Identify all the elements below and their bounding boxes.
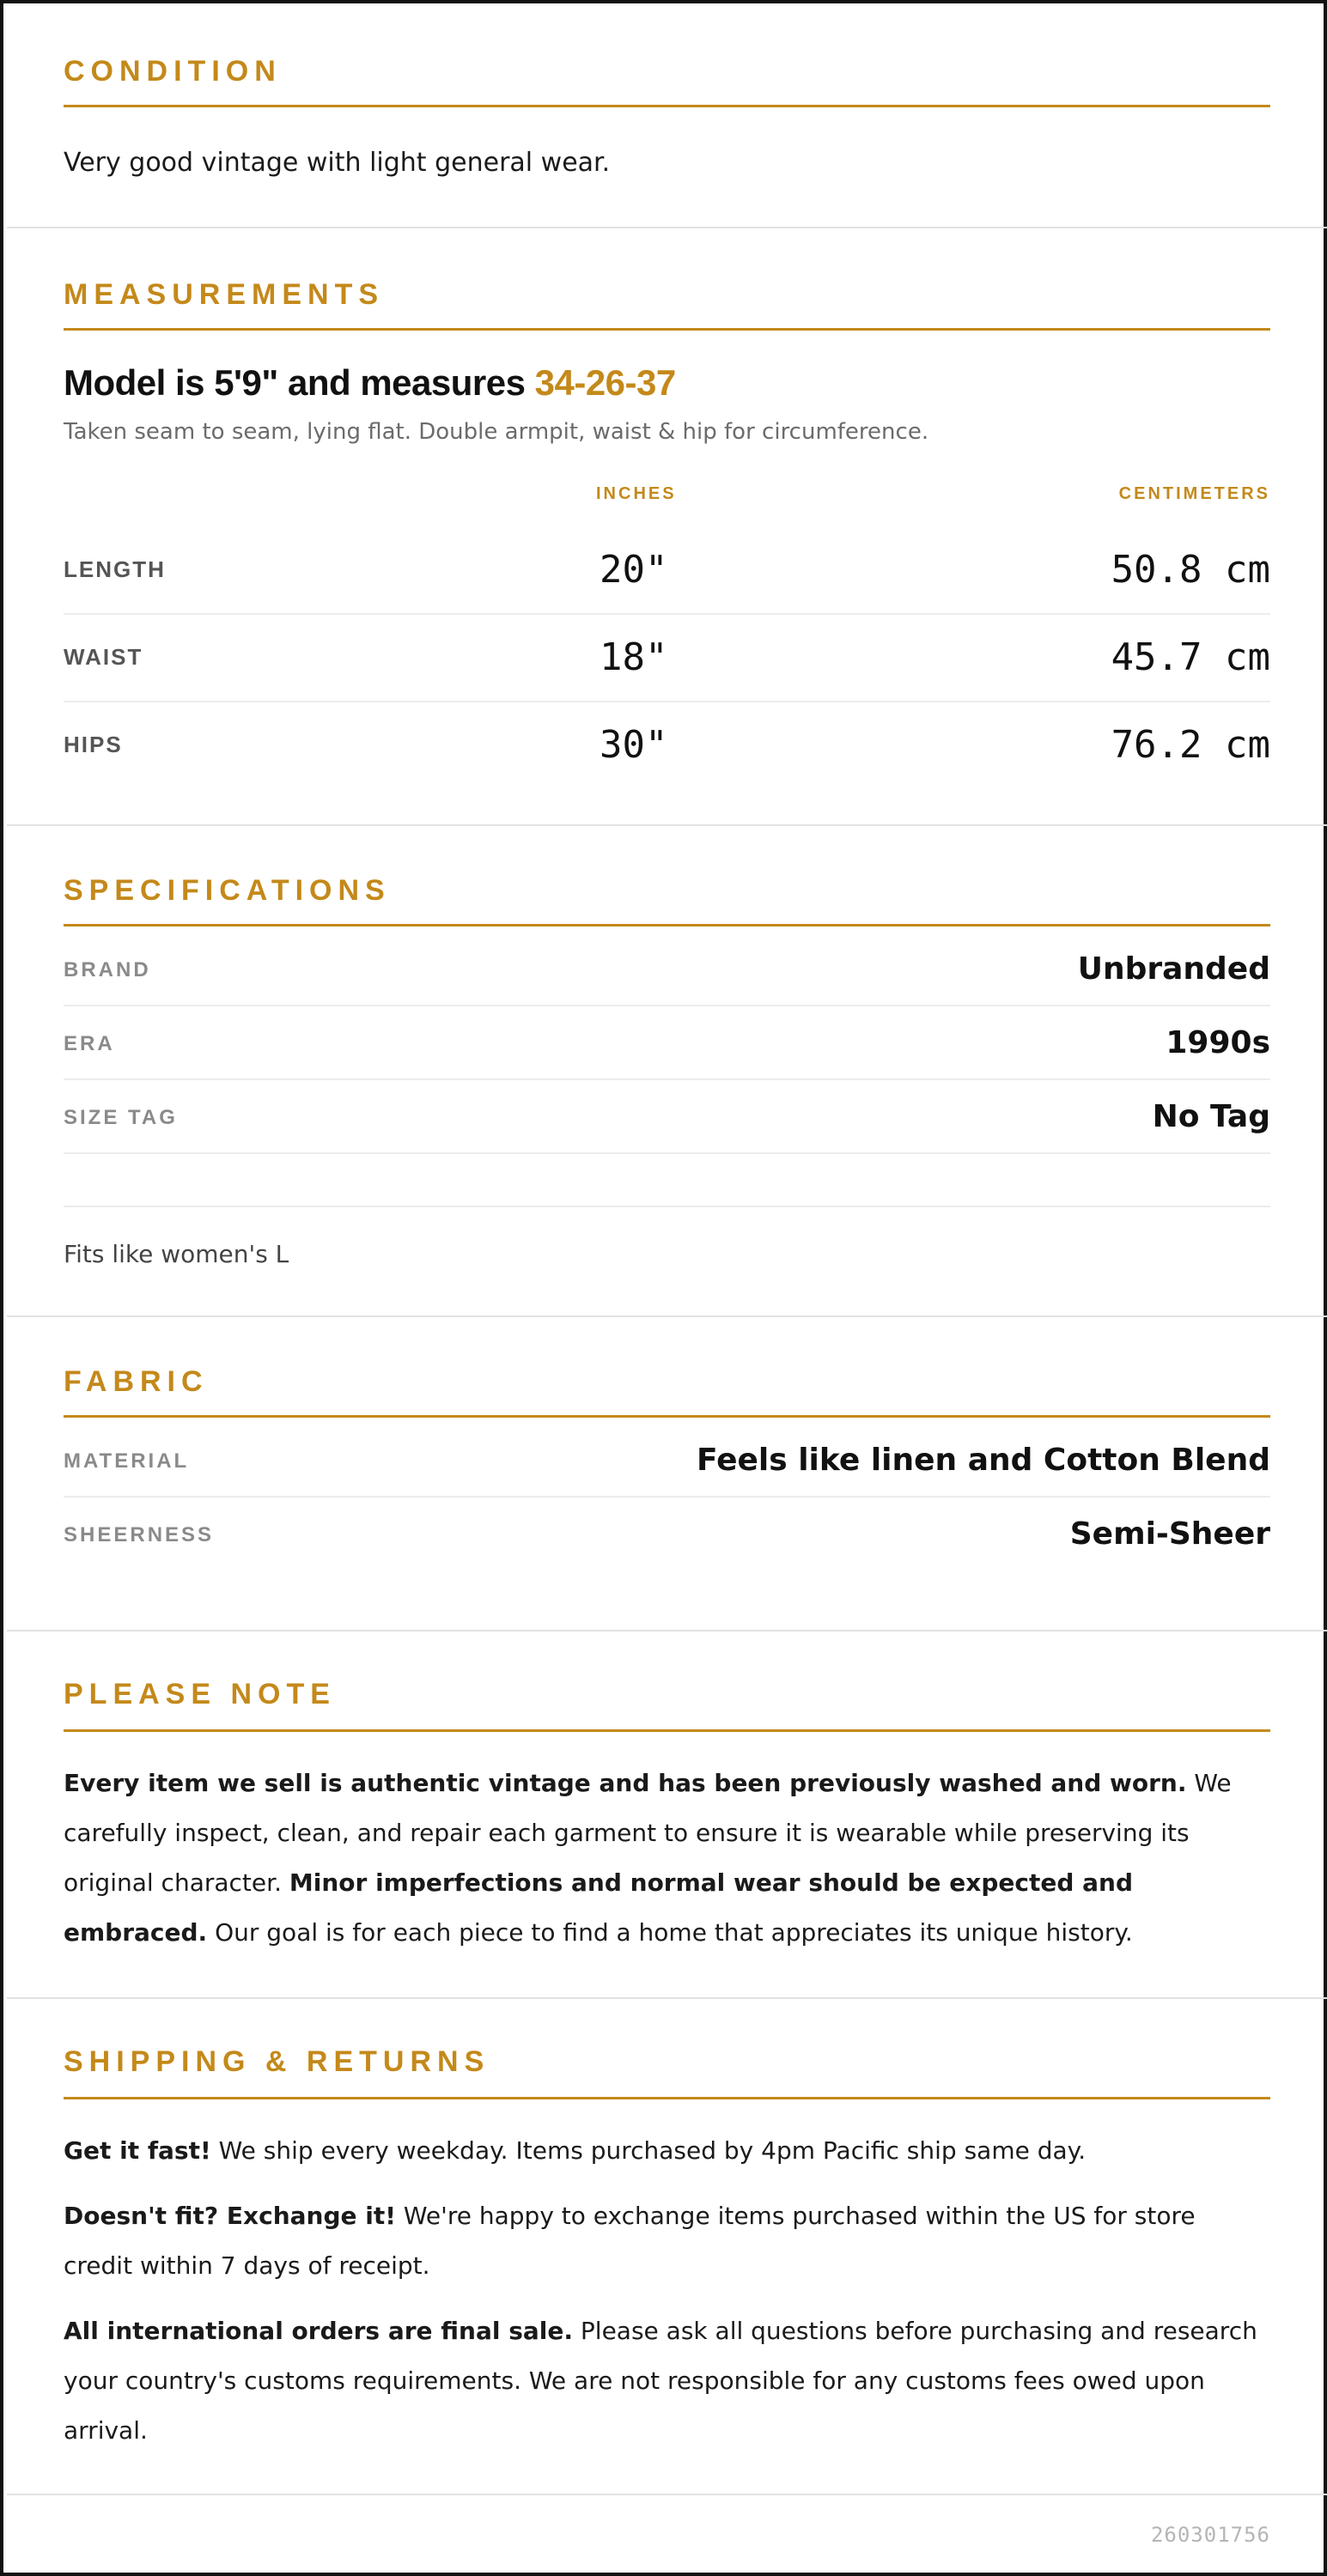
measurement-label: WAIST — [64, 644, 143, 670]
fabric-value: Feels like linen and Cotton Blend — [696, 1443, 1270, 1478]
measurement-cm: 45.7 cm — [1111, 635, 1270, 679]
fits-divider — [64, 1206, 1270, 1207]
measurement-inches: 18" — [600, 635, 668, 679]
measurements-subtext: Taken seam to seam, lying flat. Double armpit, waist & hip for circumference. — [64, 419, 929, 445]
please-note-section — [7, 1631, 1327, 1999]
shipping-paragraph-1 — [64, 2126, 1270, 2176]
please-note-text — [64, 1759, 1270, 1958]
measurement-row-hips — [64, 702, 1270, 790]
spec-label: ERA — [64, 1032, 115, 1055]
fabric-value: Semi-Sheer — [1069, 1516, 1270, 1552]
spec-value: Unbranded — [1077, 951, 1270, 987]
measurement-row-waist — [64, 615, 1270, 702]
condition-section — [7, 3, 1327, 228]
measurement-inches: 20" — [600, 548, 668, 592]
fabric-row-sheerness — [64, 1498, 1270, 1571]
specifications-section — [7, 826, 1327, 1317]
shipping-bold-1: Get it fast! — [64, 2136, 211, 2165]
shipping-rule — [64, 2097, 1270, 2099]
shipping-bold-3: All international orders are final sale. — [64, 2317, 574, 2345]
condition-rule — [64, 105, 1270, 107]
spec-label: SIZE TAG — [64, 1106, 178, 1129]
measurement-cm: 76.2 cm — [1111, 723, 1270, 767]
measurements-heading: MEASUREMENTS — [64, 278, 385, 311]
measurements-section — [7, 228, 1327, 826]
model-measures: 34-26-37 — [534, 362, 676, 403]
spec-label: BRAND — [64, 958, 151, 981]
specifications-rule — [64, 924, 1270, 927]
measurement-cm: 50.8 cm — [1111, 548, 1270, 592]
measurement-row-length — [64, 527, 1270, 615]
spec-row-brand — [64, 933, 1270, 1006]
spec-row-size-tag — [64, 1080, 1270, 1154]
fabric-label: SHEERNESS — [64, 1523, 215, 1546]
shipping-text-1: We ship every weekday. Items purchased by 4pm Pacific ship same day. — [210, 2136, 1087, 2165]
note-text-1: We carefully inspect, clean, and repair each garment to ensure it is wearable while preserving its original character. — [64, 1769, 1232, 1897]
fabric-row-material — [64, 1424, 1270, 1498]
please-note-heading: PLEASE NOTE — [64, 1678, 336, 1710]
spec-value: No Tag — [1152, 1099, 1270, 1134]
fabric-rule — [64, 1415, 1270, 1418]
condition-heading: CONDITION — [64, 55, 282, 88]
measurement-label: LENGTH — [64, 556, 166, 582]
inches-column-header: INCHES — [596, 484, 677, 503]
shipping-heading: SHIPPING & RETURNS — [64, 2045, 490, 2078]
measurements-rule — [64, 328, 1270, 331]
model-info — [64, 362, 676, 404]
fabric-heading: FABRIC — [64, 1365, 209, 1398]
condition-text: Very good vintage with light general wear. — [64, 148, 611, 178]
model-prefix: Model is 5'9" and measures — [64, 362, 535, 403]
shipping-paragraph-3 — [64, 2306, 1270, 2456]
shipping-text-2: We're happy to exchange items purchased within the US for store credit within 7 days of receipt. — [64, 2202, 1196, 2280]
spec-value: 1990s — [1166, 1025, 1270, 1060]
measurement-label: HIPS — [64, 732, 123, 757]
note-bold-2: Minor imperfections and normal wear should be expected and embraced. — [64, 1868, 1133, 1947]
fabric-label: MATERIAL — [64, 1449, 190, 1473]
footer-section — [7, 2495, 1327, 2576]
note-bold-1: Every item we sell is authentic vintage and has been previously washed and worn. — [64, 1769, 1187, 1797]
centimeters-column-header: CENTIMETERS — [1118, 484, 1270, 503]
sku-number: 260301756 — [1150, 2523, 1270, 2547]
shipping-bold-2: Doesn't fit? Exchange it! — [64, 2202, 396, 2230]
note-text-2: Our goal is for each piece to find a home that appreciates its unique history. — [207, 1918, 1133, 1947]
measurement-inches: 30" — [600, 723, 668, 767]
spec-row-era — [64, 1006, 1270, 1080]
fit-note: Fits like women's L — [64, 1240, 289, 1268]
specifications-heading: SPECIFICATIONS — [64, 874, 391, 907]
shipping-paragraph-2 — [64, 2191, 1270, 2291]
shipping-section — [7, 1999, 1327, 2495]
shipping-text-3: Please ask all questions before purchasing and research your country's customs requirements. We are not responsible for any customs fees owed upon arrival. — [64, 2317, 1257, 2445]
fabric-section — [7, 1317, 1327, 1631]
please-note-rule — [64, 1729, 1270, 1732]
